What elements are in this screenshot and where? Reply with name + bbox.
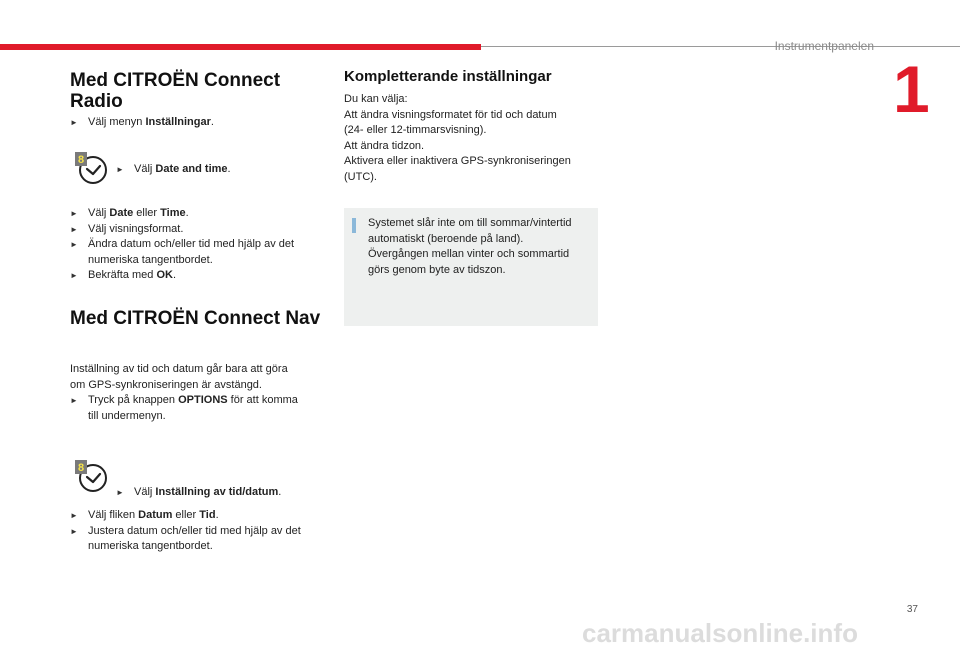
section-title: Instrumentpanelen xyxy=(774,39,874,53)
extra-line: Aktivera eller inaktivera GPS-synkroniseringen xyxy=(344,155,571,167)
nav-intro-line2: om GPS-synkroniseringen är avstängd. xyxy=(70,378,262,391)
note-line: Systemet slår inte om till sommar/vintertid xyxy=(368,217,572,229)
header-red-bar xyxy=(0,44,481,50)
radio-steps-list xyxy=(70,206,330,284)
nav-intro xyxy=(70,362,330,424)
radio-step-format: ► Välj visningsformat. xyxy=(70,222,330,238)
extra-line: (24- eller 12-timmarsvisning). xyxy=(344,124,487,136)
radio-section xyxy=(70,70,300,112)
nav-step-time-date: ► Välj Inställning av tid/datum. xyxy=(116,485,354,501)
nav-step-options-cont: till undermenyn. xyxy=(88,409,166,422)
radio-step-date-time: ► Välj Date and time. xyxy=(116,162,334,178)
extra-line: (UTC). xyxy=(344,170,377,183)
extra-section xyxy=(344,68,604,86)
extra-line: Att ändra tidzon. xyxy=(344,139,425,152)
chapter-number: 1 xyxy=(893,52,930,126)
settings-icon xyxy=(74,150,108,186)
nav-steps-list xyxy=(70,508,332,555)
radio-step-change: ► Ändra datum och/eller tid med hjälp av det xyxy=(70,237,330,253)
nav-step-adjust-cont: numeriska tangentbordet. xyxy=(88,540,213,552)
radio-step-open-menu: ► Välj menyn Inställningar. xyxy=(70,115,338,131)
note-line: görs genom byte av tidszon. xyxy=(368,263,506,276)
nav-step-tab: ► Välj fliken Datum eller Tid. xyxy=(70,508,332,524)
nav-section xyxy=(70,308,340,329)
icon-badge-number-nav: 8 xyxy=(77,462,85,474)
info-icon xyxy=(352,218,356,233)
nav-title: Med CITROËN Connect Nav xyxy=(70,308,321,329)
nav-step-options: ► Tryck på knappen OPTIONS för att komma xyxy=(70,393,330,409)
note-line: Övergången mellan vinter och sommartid xyxy=(368,248,570,260)
extra-line: Att ändra visningsformatet för tid och datum xyxy=(344,108,557,121)
nav-step-adjust: ► Justera datum och/eller tid med hjälp av det xyxy=(70,524,332,540)
page-number: 37 xyxy=(906,604,918,615)
extra-text xyxy=(344,92,604,185)
settings-icon-nav xyxy=(74,458,108,494)
note-line: automatiskt (beroende på land). xyxy=(368,232,524,245)
watermark: carmanualsonline.info xyxy=(582,618,858,648)
radio-step-change-cont: numeriska tangentbordet. xyxy=(88,253,213,266)
header-divider xyxy=(481,46,960,47)
radio-step-select: ► Välj Date eller Time. xyxy=(70,206,330,222)
radio-step-confirm: ► Bekräfta med OK. xyxy=(70,268,330,284)
nav-intro-line1: Inställning av tid och datum går bara att göra xyxy=(70,363,288,375)
extra-title: Kompletterande inställningar xyxy=(344,68,552,85)
info-note-text xyxy=(368,216,594,278)
icon-badge-number: 8 xyxy=(77,154,85,166)
extra-line: Du kan välja: xyxy=(344,93,408,105)
radio-title: Med CITROËN Connect Radio xyxy=(70,70,281,112)
